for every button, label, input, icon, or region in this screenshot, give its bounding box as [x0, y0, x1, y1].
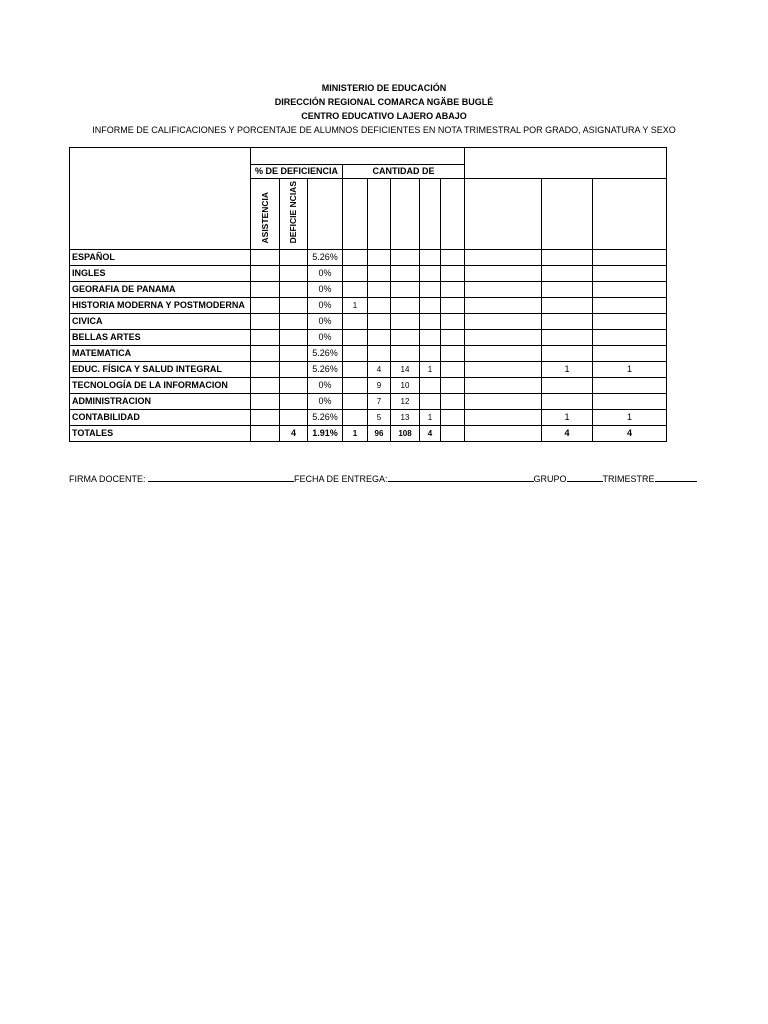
value-cell: 108 — [391, 426, 420, 442]
value-cell — [343, 346, 368, 362]
trimestre-field[interactable] — [655, 473, 697, 482]
value-cell — [280, 346, 308, 362]
value-cell — [368, 346, 391, 362]
value-cell — [368, 266, 391, 282]
value-cell — [465, 410, 542, 426]
header-empty — [542, 179, 593, 250]
value-cell — [593, 346, 667, 362]
value-cell: 1 — [420, 410, 441, 426]
value-cell — [593, 378, 667, 394]
value-cell — [441, 378, 465, 394]
value-cell: 1 — [420, 362, 441, 378]
school-name: CENTRO EDUCATIVO LAJERO ABAJO — [301, 111, 467, 121]
value-cell — [420, 298, 441, 314]
value-cell — [420, 282, 441, 298]
value-cell — [251, 394, 280, 410]
value-cell — [593, 250, 667, 266]
table-row — [70, 266, 667, 282]
value-cell — [542, 378, 593, 394]
value-cell — [465, 346, 542, 362]
value-cell: 9 — [368, 378, 391, 394]
value-cell — [465, 330, 542, 346]
value-cell — [280, 314, 308, 330]
fecha-label: FECHA DE ENTREGA: — [294, 474, 388, 484]
subject-cell: MATEMATICA — [70, 346, 251, 362]
value-cell — [280, 250, 308, 266]
header-empty — [593, 179, 667, 250]
header-empty — [343, 179, 368, 250]
header-empty — [308, 179, 343, 250]
regional-direction-title: DIRECCIÓN REGIONAL COMARCA NGÄBE BUGLÉ — [274, 97, 494, 107]
value-cell — [441, 266, 465, 282]
value-cell — [391, 250, 420, 266]
value-cell — [251, 410, 280, 426]
trimestre-label: TRIMESTRE — [602, 474, 655, 484]
deficiency-pct-cell: 0% — [308, 314, 343, 330]
table-row — [70, 346, 667, 362]
subject-cell: CONTABILIDAD — [70, 410, 251, 426]
deficiency-pct-cell: 0% — [308, 282, 343, 298]
value-cell — [465, 266, 542, 282]
deficiency-pct-cell: 5.26% — [308, 362, 343, 378]
grades-table — [69, 147, 667, 442]
value-cell — [420, 314, 441, 330]
value-cell: 10 — [391, 378, 420, 394]
report-title: INFORME DE CALIFICACIONES Y PORCENTAJE DE ALUMNOS DEFICIENTES EN NOTA TRIMESTRAL POR GRADO, ASIGNATURA Y SEXO — [92, 125, 676, 135]
value-cell: 7 — [368, 394, 391, 410]
value-cell: 14 — [391, 362, 420, 378]
deficiency-pct-cell: 1.91% — [308, 426, 343, 442]
table-row — [70, 330, 667, 346]
value-cell — [343, 250, 368, 266]
quantity-header: CANTIDAD DE — [343, 165, 465, 179]
header-empty — [441, 179, 465, 250]
subject-cell: HISTORIA MODERNA Y POSTMODERNA — [70, 298, 251, 314]
subject-cell: ESPAÑOL — [70, 250, 251, 266]
value-cell — [251, 426, 280, 442]
value-cell: 96 — [368, 426, 391, 442]
value-cell: 1 — [542, 410, 593, 426]
value-cell: 1 — [343, 298, 368, 314]
deficiency-pct-cell: 0% — [308, 330, 343, 346]
value-cell — [542, 394, 593, 410]
value-cell — [343, 394, 368, 410]
value-cell — [251, 250, 280, 266]
value-cell — [280, 266, 308, 282]
value-cell — [343, 362, 368, 378]
value-cell — [343, 282, 368, 298]
value-cell — [251, 362, 280, 378]
asistencia-header: ASISTENCIA — [251, 179, 280, 250]
value-cell — [441, 362, 465, 378]
value-cell: 1 — [593, 410, 667, 426]
value-cell — [343, 410, 368, 426]
deficiencias-header: DEFICIE NCIAS — [280, 179, 308, 250]
value-cell — [542, 282, 593, 298]
value-cell — [251, 266, 280, 282]
value-cell — [251, 314, 280, 330]
signature-line — [69, 473, 697, 484]
value-cell — [368, 330, 391, 346]
value-cell — [280, 410, 308, 426]
value-cell — [542, 314, 593, 330]
value-cell — [465, 250, 542, 266]
deficiency-pct-cell: 5.26% — [308, 250, 343, 266]
value-cell — [343, 266, 368, 282]
subject-cell: TOTALES — [70, 426, 251, 442]
header-right-cell — [465, 148, 667, 179]
value-cell — [368, 314, 391, 330]
value-cell — [391, 282, 420, 298]
value-cell: 4 — [593, 426, 667, 442]
value-cell: 5 — [368, 410, 391, 426]
value-cell — [420, 266, 441, 282]
value-cell — [343, 314, 368, 330]
value-cell — [542, 250, 593, 266]
value-cell — [441, 314, 465, 330]
value-cell — [441, 298, 465, 314]
value-cell — [368, 298, 391, 314]
value-cell — [420, 330, 441, 346]
header-empty — [391, 179, 420, 250]
value-cell — [420, 346, 441, 362]
value-cell — [391, 266, 420, 282]
value-cell — [593, 314, 667, 330]
table-row — [70, 298, 667, 314]
value-cell — [368, 250, 391, 266]
value-cell — [542, 298, 593, 314]
value-cell: 4 — [542, 426, 593, 442]
value-cell — [251, 282, 280, 298]
subject-cell: EDUC. FÍSICA Y SALUD INTEGRAL — [70, 362, 251, 378]
fecha-field[interactable] — [388, 473, 534, 482]
deficiency-pct-cell: 5.26% — [308, 410, 343, 426]
value-cell: 1 — [343, 426, 368, 442]
value-cell — [441, 394, 465, 410]
value-cell — [280, 330, 308, 346]
header-empty — [465, 179, 542, 250]
firma-field[interactable] — [148, 473, 294, 482]
totals-row — [70, 426, 667, 442]
value-cell — [420, 394, 441, 410]
subject-cell: CIVICA — [70, 314, 251, 330]
value-cell — [391, 330, 420, 346]
value-cell — [465, 426, 542, 442]
value-cell — [465, 298, 542, 314]
value-cell — [251, 378, 280, 394]
firma-label: FIRMA DOCENTE: — [69, 474, 149, 484]
value-cell — [465, 282, 542, 298]
value-cell — [465, 314, 542, 330]
value-cell — [251, 346, 280, 362]
subject-cell: GEORAFIA DE PANAMA — [70, 282, 251, 298]
deficiency-pct-cell: 0% — [308, 266, 343, 282]
subject-cell: TECNOLOGÍA DE LA INFORMACION — [70, 378, 251, 394]
subject-header-cell — [70, 148, 251, 250]
value-cell — [391, 298, 420, 314]
value-cell — [280, 282, 308, 298]
value-cell: 12 — [391, 394, 420, 410]
ministry-title: MINISTERIO DE EDUCACIÓN — [321, 83, 447, 93]
value-cell — [391, 346, 420, 362]
deficiency-pct-cell: 5.26% — [308, 346, 343, 362]
grupo-label: GRUPO — [533, 474, 567, 484]
table-row — [70, 394, 667, 410]
value-cell — [465, 378, 542, 394]
value-cell — [542, 266, 593, 282]
value-cell — [280, 298, 308, 314]
value-cell — [542, 346, 593, 362]
value-cell — [280, 394, 308, 410]
value-cell — [593, 394, 667, 410]
value-cell — [441, 346, 465, 362]
table-row — [70, 378, 667, 394]
value-cell — [420, 250, 441, 266]
value-cell — [441, 330, 465, 346]
value-cell — [441, 282, 465, 298]
value-cell — [441, 250, 465, 266]
header-blank-cell — [251, 148, 465, 165]
value-cell — [343, 330, 368, 346]
value-cell — [441, 410, 465, 426]
deficiency-pct-cell: 0% — [308, 378, 343, 394]
value-cell: 13 — [391, 410, 420, 426]
value-cell — [343, 378, 368, 394]
value-cell: 4 — [420, 426, 441, 442]
value-cell — [465, 394, 542, 410]
value-cell — [420, 378, 441, 394]
subject-cell: INGLES — [70, 266, 251, 282]
table-row — [70, 314, 667, 330]
header-empty — [368, 179, 391, 250]
value-cell — [280, 378, 308, 394]
value-cell — [593, 282, 667, 298]
value-cell — [593, 330, 667, 346]
value-cell — [368, 282, 391, 298]
subject-cell: ADMINISTRACION — [70, 394, 251, 410]
table-row — [70, 362, 667, 378]
value-cell — [391, 314, 420, 330]
value-cell — [593, 298, 667, 314]
value-cell: 4 — [280, 426, 308, 442]
value-cell — [593, 266, 667, 282]
header-empty — [420, 179, 441, 250]
value-cell: 1 — [542, 362, 593, 378]
value-cell: 4 — [368, 362, 391, 378]
table-row — [70, 410, 667, 426]
value-cell — [441, 426, 465, 442]
value-cell — [251, 298, 280, 314]
table-row — [70, 250, 667, 266]
value-cell — [542, 330, 593, 346]
table-row — [70, 282, 667, 298]
grupo-field[interactable] — [567, 473, 603, 482]
deficiency-pct-cell: 0% — [308, 298, 343, 314]
value-cell: 1 — [593, 362, 667, 378]
deficiency-pct-header: % DE DEFICIENCIA — [251, 165, 343, 179]
value-cell — [465, 362, 542, 378]
value-cell — [280, 362, 308, 378]
value-cell — [251, 330, 280, 346]
subject-cell: BELLAS ARTES — [70, 330, 251, 346]
deficiency-pct-cell: 0% — [308, 394, 343, 410]
